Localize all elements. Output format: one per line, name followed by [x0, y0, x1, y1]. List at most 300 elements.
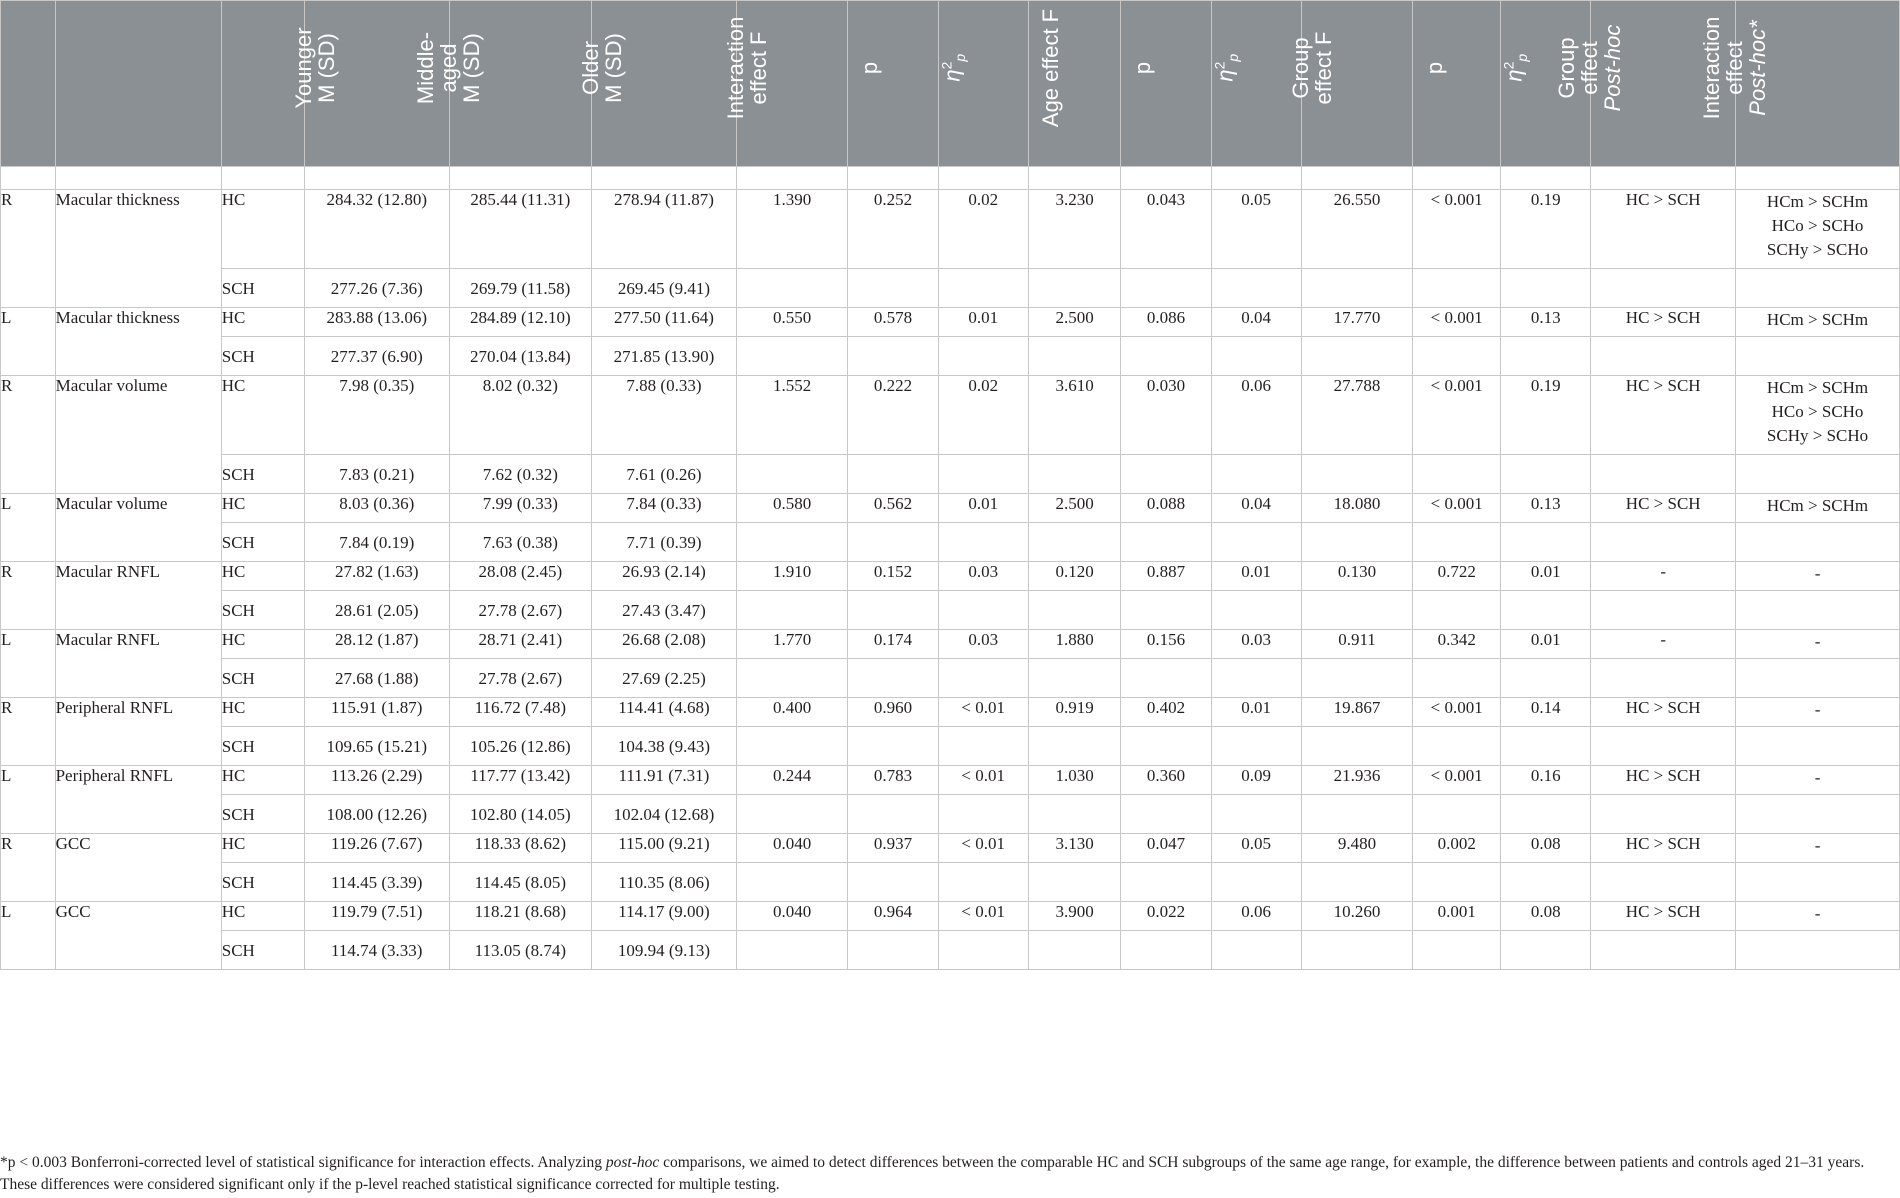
- column-header: [578, 1, 737, 167]
- age-p-cell: 0.088: [1121, 494, 1211, 523]
- interaction-posthoc-cell: HCm > SCHm: [1736, 494, 1900, 523]
- middle-cell: 27.78 (2.67): [449, 659, 591, 698]
- group-cell: SCH: [221, 727, 304, 766]
- empty-cell: [938, 591, 1028, 630]
- empty-cell: [938, 337, 1028, 376]
- interaction-posthoc-cell: -: [1736, 902, 1900, 931]
- empty-cell: [1736, 659, 1900, 698]
- older-cell: 110.35 (8.06): [592, 863, 737, 902]
- empty-cell: [938, 269, 1028, 308]
- int-p-cell: 0.174: [848, 630, 938, 659]
- empty-cell: [1501, 659, 1591, 698]
- empty-cell: [1301, 795, 1413, 834]
- column-header-label: p: [1422, 61, 1448, 75]
- empty-cell: [1211, 727, 1301, 766]
- empty-cell: [1736, 591, 1900, 630]
- older-cell: 26.93 (2.14): [592, 562, 737, 591]
- measure-cell: GCC: [55, 902, 221, 970]
- empty-cell: [1501, 931, 1591, 970]
- int-p-cell: 0.152: [848, 562, 938, 591]
- empty-cell: [1028, 455, 1121, 494]
- int-f-cell: 0.040: [736, 902, 848, 931]
- int-p-cell: 0.252: [848, 190, 938, 269]
- grp-eta-cell: 0.13: [1501, 494, 1591, 523]
- group-cell: SCH: [221, 455, 304, 494]
- older-cell: 7.88 (0.33): [592, 376, 737, 455]
- table-row: [1, 795, 1900, 834]
- older-cell: 109.94 (9.13): [592, 931, 737, 970]
- group-cell: HC: [221, 562, 304, 591]
- table-footnote: [0, 1152, 1890, 1196]
- grp-eta-cell: 0.01: [1501, 630, 1591, 659]
- group-cell: HC: [221, 376, 304, 455]
- middle-cell: 285.44 (11.31): [449, 190, 591, 269]
- grp-post-cell: HC > SCH: [1591, 698, 1736, 727]
- int-f-cell: 0.400: [736, 698, 848, 727]
- column-header-label: $\eta^2_p$: [937, 54, 968, 82]
- grp-p-cell: < 0.001: [1413, 308, 1501, 337]
- middle-cell: 7.63 (0.38): [449, 523, 591, 562]
- eye-cell: L: [1, 630, 56, 698]
- age-f-cell: 0.120: [1028, 562, 1121, 591]
- empty-cell: [1211, 795, 1301, 834]
- empty-cell: [1211, 455, 1301, 494]
- empty-cell: [1028, 269, 1121, 308]
- table-row: [1, 630, 1900, 659]
- empty-cell: [938, 659, 1028, 698]
- measure-cell: Peripheral RNFL: [55, 766, 221, 834]
- eye-cell: R: [1, 562, 56, 630]
- middle-cell: 269.79 (11.58): [449, 269, 591, 308]
- empty-cell: [1591, 659, 1736, 698]
- column-header-label: Age effect F: [1037, 8, 1063, 128]
- grp-eta-cell: 0.14: [1501, 698, 1591, 727]
- measure-cell: Macular thickness: [55, 190, 221, 308]
- empty-cell: [1413, 455, 1501, 494]
- table-row: [1, 659, 1900, 698]
- younger-cell: 113.26 (2.29): [304, 766, 449, 795]
- younger-cell: 119.26 (7.67): [304, 834, 449, 863]
- middle-cell: 27.78 (2.67): [449, 591, 591, 630]
- middle-cell: 28.08 (2.45): [449, 562, 591, 591]
- age-p-cell: 0.360: [1121, 766, 1211, 795]
- column-header: [55, 1, 221, 167]
- empty-cell: [736, 455, 848, 494]
- column-header: [1287, 1, 1413, 167]
- empty-cell: [1736, 523, 1900, 562]
- grp-post-cell: HC > SCH: [1591, 494, 1736, 523]
- middle-cell: 8.02 (0.32): [449, 376, 591, 455]
- empty-cell: [848, 931, 938, 970]
- middle-cell: 113.05 (8.74): [449, 931, 591, 970]
- age-p-cell: 0.022: [1121, 902, 1211, 931]
- younger-cell: 27.68 (1.88): [304, 659, 449, 698]
- grp-p-cell: 0.722: [1413, 562, 1501, 591]
- middle-cell: 114.45 (8.05): [449, 863, 591, 902]
- grp-f-cell: 26.550: [1301, 190, 1413, 269]
- empty-cell: [1301, 931, 1413, 970]
- table-row: [1, 591, 1900, 630]
- int-eta-cell: 0.03: [938, 630, 1028, 659]
- empty-cell: [1211, 591, 1301, 630]
- age-f-cell: 3.130: [1028, 834, 1121, 863]
- int-p-cell: 0.578: [848, 308, 938, 337]
- eye-cell: L: [1, 902, 56, 970]
- int-eta-cell: < 0.01: [938, 834, 1028, 863]
- int-eta-cell: 0.02: [938, 376, 1028, 455]
- older-cell: 271.85 (13.90): [592, 337, 737, 376]
- group-cell: SCH: [221, 591, 304, 630]
- table-row: [1, 834, 1900, 863]
- younger-cell: 8.03 (0.36): [304, 494, 449, 523]
- age-eta-cell: 0.03: [1211, 630, 1301, 659]
- older-cell: 7.84 (0.33): [592, 494, 737, 523]
- empty-cell: [736, 269, 848, 308]
- int-eta-cell: 0.01: [938, 494, 1028, 523]
- age-eta-cell: 0.04: [1211, 494, 1301, 523]
- int-eta-cell: 0.01: [938, 308, 1028, 337]
- group-cell: SCH: [221, 269, 304, 308]
- middle-cell: 7.62 (0.32): [449, 455, 591, 494]
- grp-f-cell: 21.936: [1301, 766, 1413, 795]
- grp-p-cell: < 0.001: [1413, 698, 1501, 727]
- interaction-posthoc-cell: -: [1736, 562, 1900, 591]
- header-row: [1, 1, 1900, 167]
- age-p-cell: 0.030: [1121, 376, 1211, 455]
- table-row: [1, 698, 1900, 727]
- grp-p-cell: 0.342: [1413, 630, 1501, 659]
- empty-cell: [1301, 591, 1413, 630]
- empty-cell: [1121, 455, 1211, 494]
- older-cell: 278.94 (11.87): [592, 190, 737, 269]
- empty-cell: [1301, 523, 1413, 562]
- column-header: [412, 1, 591, 167]
- column-header: [722, 1, 848, 167]
- grp-eta-cell: 0.01: [1501, 562, 1591, 591]
- younger-cell: 115.91 (1.87): [304, 698, 449, 727]
- group-cell: SCH: [221, 795, 304, 834]
- column-header-label: p: [857, 61, 883, 75]
- middle-cell: 102.80 (14.05): [449, 795, 591, 834]
- column-header: [848, 1, 938, 167]
- middle-cell: 118.33 (8.62): [449, 834, 591, 863]
- empty-cell: [1028, 337, 1121, 376]
- int-p-cell: 0.964: [848, 902, 938, 931]
- older-cell: 27.69 (2.25): [592, 659, 737, 698]
- younger-cell: 114.45 (3.39): [304, 863, 449, 902]
- measure-cell: GCC: [55, 834, 221, 902]
- table-row: [1, 494, 1900, 523]
- empty-cell: [1211, 269, 1301, 308]
- interaction-posthoc-cell: HCm > SCHm: [1736, 308, 1900, 337]
- column-header-label: $\eta^2_p$: [1210, 54, 1241, 82]
- empty-cell: [1301, 727, 1413, 766]
- column-header: [1, 1, 56, 167]
- older-cell: 114.17 (9.00): [592, 902, 737, 931]
- empty-cell: [1413, 523, 1501, 562]
- middle-cell: 105.26 (12.86): [449, 727, 591, 766]
- column-header: [1699, 1, 1900, 167]
- column-header-label: Older M (SD): [578, 33, 627, 103]
- measure-cell: Macular volume: [55, 376, 221, 494]
- grp-eta-cell: 0.19: [1501, 376, 1591, 455]
- empty-cell: [938, 523, 1028, 562]
- empty-cell: [1501, 795, 1591, 834]
- empty-cell: [736, 337, 848, 376]
- empty-cell: [1413, 727, 1501, 766]
- empty-cell: [1413, 337, 1501, 376]
- interaction-posthoc-cell: HCm > SCHm HCo > SCHo SCHy > SCHo: [1736, 376, 1900, 455]
- age-eta-cell: 0.05: [1211, 834, 1301, 863]
- middle-cell: 117.77 (13.42): [449, 766, 591, 795]
- int-p-cell: 0.783: [848, 766, 938, 795]
- empty-cell: [848, 337, 938, 376]
- int-eta-cell: 0.03: [938, 562, 1028, 591]
- table-row: [1, 269, 1900, 308]
- younger-cell: 7.98 (0.35): [304, 376, 449, 455]
- empty-cell: [1028, 931, 1121, 970]
- older-cell: 27.43 (3.47): [592, 591, 737, 630]
- age-f-cell: 3.610: [1028, 376, 1121, 455]
- int-p-cell: 0.562: [848, 494, 938, 523]
- age-f-cell: 0.919: [1028, 698, 1121, 727]
- empty-cell: [1121, 591, 1211, 630]
- empty-cell: [938, 795, 1028, 834]
- younger-cell: 119.79 (7.51): [304, 902, 449, 931]
- empty-cell: [1028, 727, 1121, 766]
- table-row: [1, 727, 1900, 766]
- eye-cell: L: [1, 308, 56, 376]
- empty-cell: [736, 727, 848, 766]
- younger-cell: 7.83 (0.21): [304, 455, 449, 494]
- grp-post-cell: -: [1591, 630, 1736, 659]
- empty-cell: [736, 795, 848, 834]
- column-header-label: Interaction effect Post-hoc*: [1699, 16, 1771, 120]
- grp-f-cell: 9.480: [1301, 834, 1413, 863]
- younger-cell: 7.84 (0.19): [304, 523, 449, 562]
- empty-cell: [736, 931, 848, 970]
- age-p-cell: 0.086: [1121, 308, 1211, 337]
- age-f-cell: 2.500: [1028, 308, 1121, 337]
- younger-cell: 28.61 (2.05): [304, 591, 449, 630]
- grp-f-cell: 17.770: [1301, 308, 1413, 337]
- table-row: [1, 562, 1900, 591]
- grp-post-cell: HC > SCH: [1591, 902, 1736, 931]
- grp-post-cell: HC > SCH: [1591, 834, 1736, 863]
- eye-cell: R: [1, 376, 56, 494]
- younger-cell: 27.82 (1.63): [304, 562, 449, 591]
- empty-cell: [1211, 337, 1301, 376]
- younger-cell: 284.32 (12.80): [304, 190, 449, 269]
- table-row: [1, 902, 1900, 931]
- younger-cell: 28.12 (1.87): [304, 630, 449, 659]
- empty-cell: [1591, 591, 1736, 630]
- empty-cell: [1121, 523, 1211, 562]
- interaction-posthoc-cell: -: [1736, 698, 1900, 727]
- empty-cell: [1121, 795, 1211, 834]
- table-row: [1, 376, 1900, 455]
- interaction-posthoc-cell: -: [1736, 630, 1900, 659]
- empty-cell: [1591, 863, 1736, 902]
- younger-cell: 114.74 (3.33): [304, 931, 449, 970]
- column-header-label: Younger M (SD): [290, 27, 339, 109]
- empty-cell: [1301, 455, 1413, 494]
- table-row: [1, 523, 1900, 562]
- int-f-cell: 0.580: [736, 494, 848, 523]
- empty-cell: [1413, 795, 1501, 834]
- grp-eta-cell: 0.08: [1501, 834, 1591, 863]
- empty-cell: [1501, 269, 1591, 308]
- grp-eta-cell: 0.13: [1501, 308, 1591, 337]
- column-header: [1121, 1, 1211, 167]
- column-header-label: Middle- aged M (SD): [412, 31, 484, 105]
- middle-cell: 118.21 (8.68): [449, 902, 591, 931]
- eye-cell: L: [1, 494, 56, 562]
- empty-cell: [1591, 727, 1736, 766]
- eye-cell: R: [1, 698, 56, 766]
- empty-cell: [1028, 863, 1121, 902]
- older-cell: 277.50 (11.64): [592, 308, 737, 337]
- older-cell: 115.00 (9.21): [592, 834, 737, 863]
- measure-cell: Macular RNFL: [55, 630, 221, 698]
- grp-p-cell: < 0.001: [1413, 190, 1501, 269]
- grp-p-cell: 0.001: [1413, 902, 1501, 931]
- empty-cell: [1211, 863, 1301, 902]
- int-eta-cell: < 0.01: [938, 766, 1028, 795]
- empty-cell: [1301, 269, 1413, 308]
- empty-cell: [848, 863, 938, 902]
- empty-cell: [1413, 659, 1501, 698]
- int-f-cell: 1.770: [736, 630, 848, 659]
- grp-post-cell: -: [1591, 562, 1736, 591]
- table-row: [1, 863, 1900, 902]
- group-cell: HC: [221, 190, 304, 269]
- empty-cell: [1028, 659, 1121, 698]
- age-eta-cell: 0.06: [1211, 902, 1301, 931]
- int-f-cell: 0.244: [736, 766, 848, 795]
- age-p-cell: 0.156: [1121, 630, 1211, 659]
- int-f-cell: 1.910: [736, 562, 848, 591]
- older-cell: 102.04 (12.68): [592, 795, 737, 834]
- age-eta-cell: 0.09: [1211, 766, 1301, 795]
- age-f-cell: 1.030: [1028, 766, 1121, 795]
- empty-cell: [1591, 795, 1736, 834]
- empty-cell: [1736, 931, 1900, 970]
- column-header: [1028, 1, 1121, 167]
- interaction-posthoc-cell: -: [1736, 834, 1900, 863]
- empty-cell: [736, 863, 848, 902]
- group-cell: HC: [221, 494, 304, 523]
- older-cell: 26.68 (2.08): [592, 630, 737, 659]
- empty-cell: [1028, 591, 1121, 630]
- empty-cell: [1736, 863, 1900, 902]
- empty-cell: [848, 523, 938, 562]
- empty-cell: [1121, 337, 1211, 376]
- group-cell: HC: [221, 766, 304, 795]
- older-cell: 114.41 (4.68): [592, 698, 737, 727]
- group-cell: HC: [221, 308, 304, 337]
- empty-cell: [1028, 523, 1121, 562]
- int-eta-cell: < 0.01: [938, 698, 1028, 727]
- empty-cell: [1501, 863, 1591, 902]
- grp-f-cell: 19.867: [1301, 698, 1413, 727]
- grp-post-cell: HC > SCH: [1591, 308, 1736, 337]
- age-f-cell: 2.500: [1028, 494, 1121, 523]
- column-header: [938, 1, 1028, 167]
- empty-cell: [1413, 863, 1501, 902]
- middle-cell: 116.72 (7.48): [449, 698, 591, 727]
- int-f-cell: 1.390: [736, 190, 848, 269]
- younger-cell: 283.88 (13.06): [304, 308, 449, 337]
- grp-f-cell: 0.130: [1301, 562, 1413, 591]
- age-eta-cell: 0.06: [1211, 376, 1301, 455]
- int-f-cell: 0.550: [736, 308, 848, 337]
- grp-p-cell: < 0.001: [1413, 376, 1501, 455]
- interaction-posthoc-cell: -: [1736, 766, 1900, 795]
- spacer-row: [1, 167, 1900, 190]
- int-f-cell: 1.552: [736, 376, 848, 455]
- middle-cell: 270.04 (13.84): [449, 337, 591, 376]
- grp-eta-cell: 0.19: [1501, 190, 1591, 269]
- grp-f-cell: 27.788: [1301, 376, 1413, 455]
- older-cell: 269.45 (9.41): [592, 269, 737, 308]
- empty-cell: [1501, 727, 1591, 766]
- eye-cell: R: [1, 834, 56, 902]
- empty-cell: [848, 455, 938, 494]
- column-header-label: Group effect F: [1287, 31, 1336, 105]
- measure-cell: Macular thickness: [55, 308, 221, 376]
- older-cell: 7.61 (0.26): [592, 455, 737, 494]
- age-p-cell: 0.043: [1121, 190, 1211, 269]
- column-header-label: Group effect Post-hoc: [1554, 24, 1626, 112]
- grp-p-cell: 0.002: [1413, 834, 1501, 863]
- younger-cell: 277.37 (6.90): [304, 337, 449, 376]
- grp-p-cell: < 0.001: [1413, 766, 1501, 795]
- group-cell: HC: [221, 902, 304, 931]
- age-eta-cell: 0.01: [1211, 698, 1301, 727]
- group-cell: SCH: [221, 337, 304, 376]
- empty-cell: [1121, 659, 1211, 698]
- grp-f-cell: 0.911: [1301, 630, 1413, 659]
- empty-cell: [1501, 337, 1591, 376]
- int-p-cell: 0.960: [848, 698, 938, 727]
- empty-cell: [848, 591, 938, 630]
- older-cell: 7.71 (0.39): [592, 523, 737, 562]
- column-header-label: Interaction effect F: [722, 16, 771, 120]
- age-p-cell: 0.047: [1121, 834, 1211, 863]
- int-eta-cell: < 0.01: [938, 902, 1028, 931]
- grp-f-cell: 18.080: [1301, 494, 1413, 523]
- younger-cell: 109.65 (15.21): [304, 727, 449, 766]
- grp-p-cell: < 0.001: [1413, 494, 1501, 523]
- table-row: [1, 337, 1900, 376]
- empty-cell: [736, 523, 848, 562]
- empty-cell: [1591, 523, 1736, 562]
- group-cell: HC: [221, 834, 304, 863]
- age-eta-cell: 0.01: [1211, 562, 1301, 591]
- group-cell: HC: [221, 698, 304, 727]
- table-row: [1, 455, 1900, 494]
- empty-cell: [1736, 795, 1900, 834]
- interaction-posthoc-cell: HCm > SCHm HCo > SCHo SCHy > SCHo: [1736, 190, 1900, 269]
- eye-cell: L: [1, 766, 56, 834]
- int-p-cell: 0.937: [848, 834, 938, 863]
- age-eta-cell: 0.04: [1211, 308, 1301, 337]
- table-row: [1, 931, 1900, 970]
- empty-cell: [1736, 269, 1900, 308]
- empty-cell: [848, 727, 938, 766]
- empty-cell: [938, 931, 1028, 970]
